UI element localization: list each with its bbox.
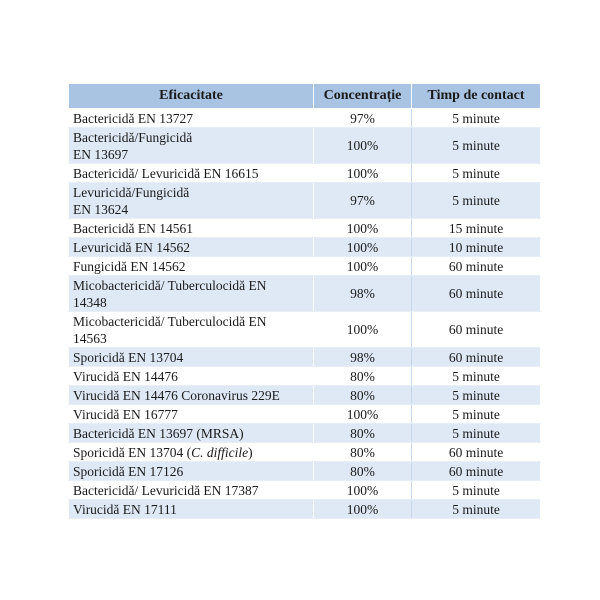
concentration-cell: 100% bbox=[314, 481, 412, 500]
table-row bbox=[69, 405, 541, 424]
contact-time-cell: 60 minute bbox=[412, 276, 541, 312]
table-row bbox=[69, 386, 541, 405]
efficacy-cell bbox=[69, 128, 314, 164]
table-row bbox=[69, 128, 541, 164]
efficacy-line: Levuricidă/Fungicidă bbox=[73, 184, 190, 200]
efficacy-cell bbox=[69, 312, 314, 348]
efficacy-line: 14348 bbox=[73, 294, 107, 310]
efficacy-line: Bactericidă/Fungicidă bbox=[73, 129, 193, 145]
contact-time-cell: 15 minute bbox=[412, 219, 541, 238]
efficacy-cell bbox=[69, 276, 314, 312]
concentration-cell: 100% bbox=[314, 164, 412, 183]
contact-time-cell: 5 minute bbox=[412, 405, 541, 424]
header-concentration: Concentrație bbox=[314, 84, 412, 109]
table-row bbox=[69, 183, 541, 219]
concentration-cell: 80% bbox=[314, 367, 412, 386]
concentration-cell: 100% bbox=[314, 238, 412, 257]
efficacy-cell: Virucidă EN 14476 bbox=[69, 367, 314, 386]
concentration-cell: 100% bbox=[314, 128, 412, 164]
concentration-cell: 100% bbox=[314, 405, 412, 424]
efficacy-line: 14563 bbox=[73, 330, 107, 346]
concentration-cell: 80% bbox=[314, 462, 412, 481]
efficacy-cell: Bactericidă/ Levuricidă EN 16615 bbox=[69, 164, 314, 183]
contact-time-cell: 60 minute bbox=[412, 312, 541, 348]
table-row bbox=[69, 500, 541, 519]
contact-time-cell: 10 minute bbox=[412, 238, 541, 257]
efficacy-suffix: ) bbox=[248, 444, 253, 460]
efficacy-cell: Bactericidă/ Levuricidă EN 17387 bbox=[69, 481, 314, 500]
efficacy-cell: Levuricidă EN 14562 bbox=[69, 238, 314, 257]
concentration-cell: 80% bbox=[314, 443, 412, 462]
concentration-cell: 98% bbox=[314, 276, 412, 312]
table-row bbox=[69, 257, 541, 276]
efficacy-cell: Fungicidă EN 14562 bbox=[69, 257, 314, 276]
efficacy-cell: Bactericidă EN 13727 bbox=[69, 109, 314, 128]
contact-time-cell: 5 minute bbox=[412, 367, 541, 386]
table-row bbox=[69, 312, 541, 348]
contact-time-cell: 5 minute bbox=[412, 481, 541, 500]
contact-time-cell: 60 minute bbox=[412, 443, 541, 462]
efficacy-cell: Sporicidă EN 17126 bbox=[69, 462, 314, 481]
table-row bbox=[69, 109, 541, 128]
contact-time-cell: 5 minute bbox=[412, 183, 541, 219]
efficacy-cell: Virucidă EN 16777 bbox=[69, 405, 314, 424]
efficacy-line: Micobactericidă/ Tuberculocidă EN bbox=[73, 313, 267, 329]
concentration-cell: 100% bbox=[314, 500, 412, 519]
table-row bbox=[69, 164, 541, 183]
header-contact-time: Timp de contact bbox=[412, 84, 541, 109]
concentration-cell: 97% bbox=[314, 183, 412, 219]
efficacy-table bbox=[68, 83, 541, 519]
contact-time-cell: 5 minute bbox=[412, 386, 541, 405]
concentration-cell: 80% bbox=[314, 386, 412, 405]
efficacy-cell: Bactericidă EN 14561 bbox=[69, 219, 314, 238]
table-row bbox=[69, 348, 541, 367]
efficacy-line: EN 13697 bbox=[73, 146, 129, 162]
concentration-cell: 97% bbox=[314, 109, 412, 128]
table-header-row bbox=[69, 84, 541, 109]
concentration-cell: 98% bbox=[314, 348, 412, 367]
contact-time-cell: 5 minute bbox=[412, 424, 541, 443]
contact-time-cell: 5 minute bbox=[412, 109, 541, 128]
table-row bbox=[69, 238, 541, 257]
table-row bbox=[69, 443, 541, 462]
table-row bbox=[69, 481, 541, 500]
concentration-cell: 100% bbox=[314, 257, 412, 276]
table-row bbox=[69, 276, 541, 312]
efficacy-line: EN 13624 bbox=[73, 201, 129, 217]
contact-time-cell: 60 minute bbox=[412, 462, 541, 481]
concentration-cell: 80% bbox=[314, 424, 412, 443]
efficacy-organism: C. difficile bbox=[191, 444, 249, 460]
efficacy-prefix: Sporicidă EN 13704 ( bbox=[73, 444, 192, 460]
contact-time-cell: 5 minute bbox=[412, 500, 541, 519]
table-row bbox=[69, 367, 541, 386]
efficacy-cell: Sporicidă EN 13704 bbox=[69, 348, 314, 367]
efficacy-cell bbox=[69, 443, 314, 462]
concentration-cell: 100% bbox=[314, 219, 412, 238]
header-efficacy: Eficacitate bbox=[69, 84, 314, 109]
efficacy-line: Micobactericidă/ Tuberculocidă EN bbox=[73, 277, 267, 293]
efficacy-cell: Virucidă EN 17111 bbox=[69, 500, 314, 519]
efficacy-cell: Virucidă EN 14476 Coronavirus 229E bbox=[69, 386, 314, 405]
contact-time-cell: 5 minute bbox=[412, 128, 541, 164]
table-row bbox=[69, 462, 541, 481]
efficacy-cell bbox=[69, 183, 314, 219]
concentration-cell: 100% bbox=[314, 312, 412, 348]
contact-time-cell: 60 minute bbox=[412, 257, 541, 276]
efficacy-cell: Bactericidă EN 13697 (MRSA) bbox=[69, 424, 314, 443]
table-row bbox=[69, 424, 541, 443]
table-row bbox=[69, 219, 541, 238]
contact-time-cell: 60 minute bbox=[412, 348, 541, 367]
contact-time-cell: 5 minute bbox=[412, 164, 541, 183]
